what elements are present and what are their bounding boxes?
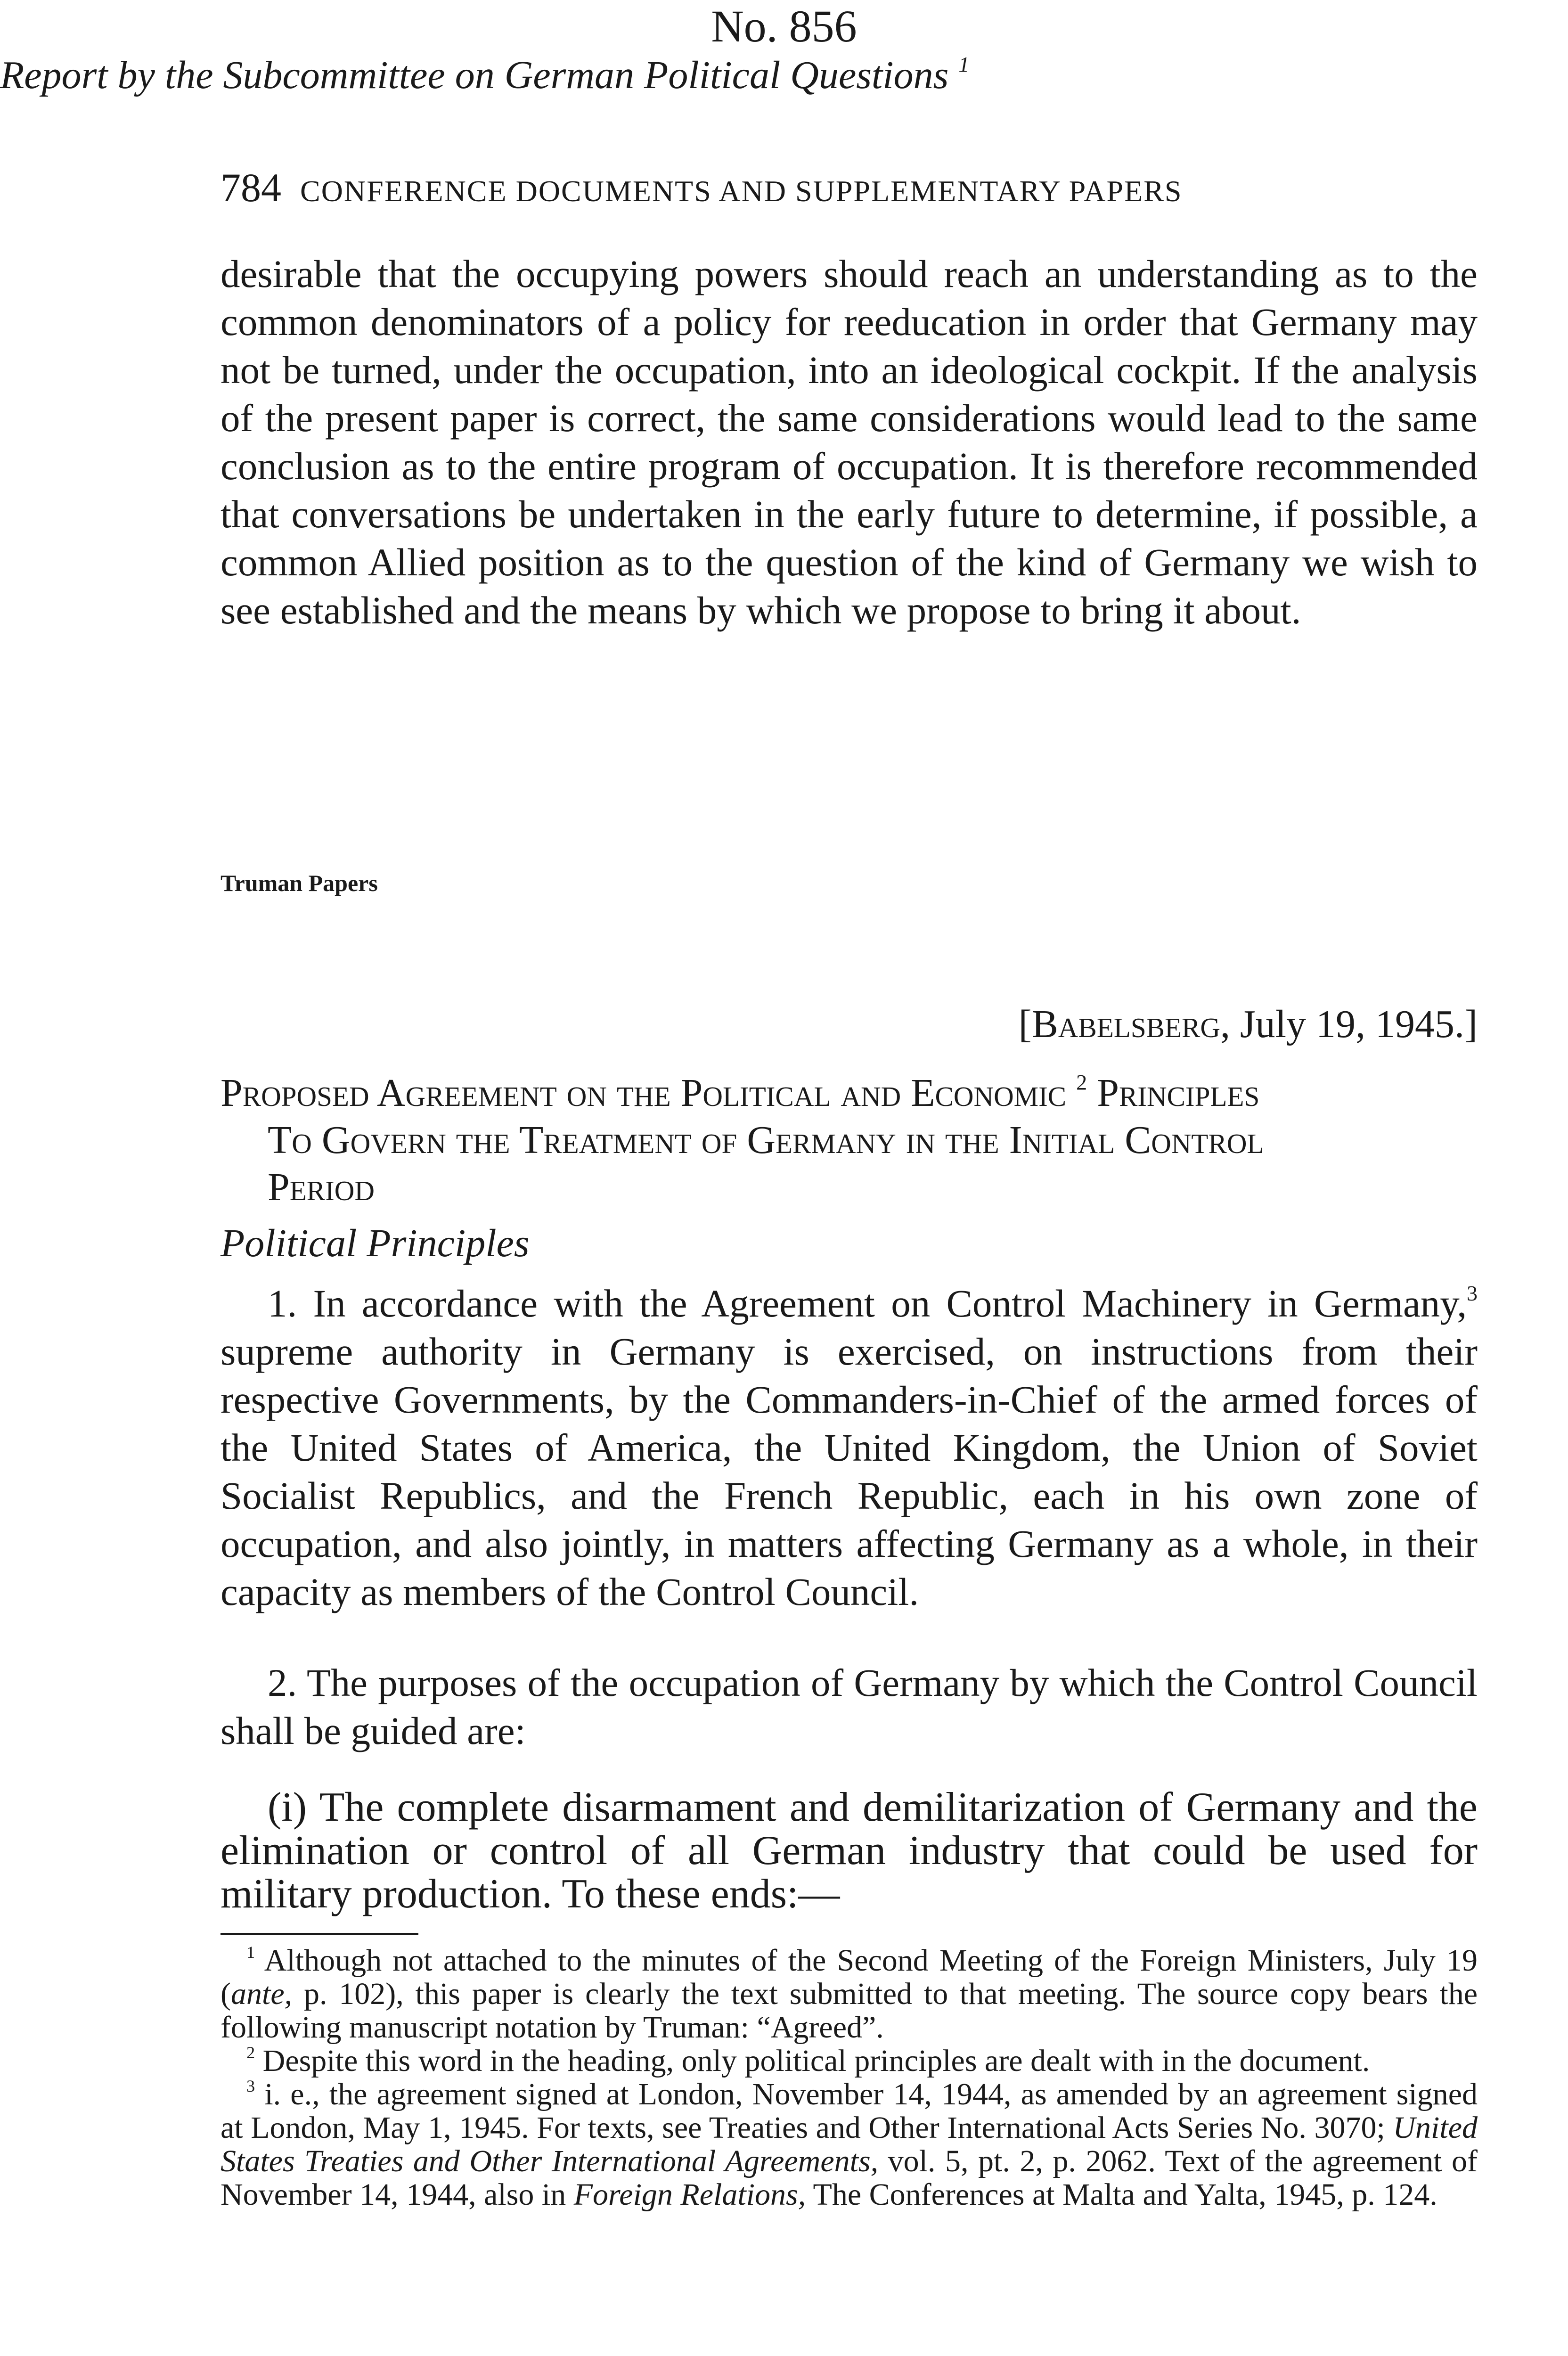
footnote-text: Foreign Relations,: [573, 2177, 806, 2212]
document-heading: [220, 1070, 1478, 1211]
footnote-text: vol. 5, pt. 2, p. 2062. Text of the agreement of November 14, 1944, also in: [220, 2144, 1478, 2212]
footnote-text: i. e., the agreement signed at London, November 14, 1944, as amended by an agreement signed at London, May 1, 1945. For texts, see Treaties and Other International Acts Series No. 3070;: [220, 2077, 1478, 2145]
heading-line2: To Govern the Treatment of Germany in the Initial Control: [268, 1118, 1264, 1162]
paragraph-2-text: The purposes of the occupation of Germany by which the Control Council shall be guided are:: [220, 1661, 1478, 1752]
footnote: [220, 1944, 1478, 2044]
dateline-close: ]: [1464, 1002, 1478, 1046]
footnote: [220, 2078, 1478, 2211]
document-number: No. 856: [711, 1, 857, 51]
footnote-marker: 2: [246, 2043, 255, 2062]
subparagraph-i: [220, 1786, 1478, 1916]
footnote-divider: [220, 1933, 418, 1935]
paragraph-1-text-b: supreme authority in Germany is exercised, on instructions from their respective Governments, by the Commanders-in-Chief of the armed forces of the United States of America, the United Kingdom, the Union of Soviet Socialist Republics, and the French Republic, each in his own zone of occupation, and also jointly, in matters affecting Germany as a whole, in their capacity as members of the Control Council.: [220, 1330, 1478, 1613]
paragraph-2-number: 2.: [268, 1661, 297, 1704]
footnote-marker: 3: [246, 2076, 255, 2095]
footnote-text: Despite this word in the heading, only political principles are dealt with in the document.: [262, 2044, 1370, 2078]
dateline-open: [: [1018, 1002, 1032, 1046]
footnote-marker: 1: [246, 1942, 255, 1962]
page-number: 784: [220, 165, 281, 210]
footnote-text: Although not attached to the minutes of the Second Meeting of the Foreign Ministers, July 19 (: [220, 1943, 1478, 2011]
subparagraph-i-text: The complete disarmament and demilitarization of Germany and the elimination or control of all German industry that could be used for military production. To these ends:—: [220, 1784, 1478, 1917]
paragraph-1-number: 1.: [268, 1282, 297, 1325]
dateline-place: Babelsberg,: [1031, 1002, 1230, 1046]
footnote-text: p. 102), this paper is clearly the text submitted to that meeting. The source copy bears the following manuscript notation by Truman: “Agreed”.: [220, 1977, 1478, 2045]
paragraph-2: [220, 1659, 1478, 1755]
footnote-text: United States Treaties and Other International Agreements,: [220, 2111, 1478, 2178]
footnote-ref-1: 1: [958, 52, 970, 77]
heading-line3: Period: [268, 1165, 375, 1209]
paragraph-1: [220, 1279, 1478, 1616]
running-head: [220, 164, 1478, 216]
dateline: [220, 1001, 1478, 1047]
subparagraph-i-label: (i): [268, 1784, 307, 1830]
report-title-text: Report by the Subcommittee on German Political Questions: [0, 53, 949, 97]
footnote-ref-2: 2: [1076, 1070, 1087, 1095]
section-title: Political Principles: [220, 1221, 530, 1265]
paragraph-1-text-a: In accordance with the Agreement on Control Machinery in Germany,: [313, 1282, 1467, 1325]
footnote: [220, 2044, 1478, 2078]
heading-part1: Proposed Agreement on the Political and Economic: [220, 1071, 1067, 1115]
footnotes: [220, 1944, 1478, 2211]
continuation-paragraph: desirable that the occupying powers should reach an understanding as to the common denominators of a policy for reeducation in order that Germany may not be turned, under the occupation, into an ideological cockpit. If the analysis of the present paper is correct, the same considerations would lead to the same conclusion as to the entire program of occupation. It is therefore recommended that conversations be undertaken in the early future to determine, if possible, a common Allied position as to the question of the kind of Germany we wish to see established and the means by which we propose to bring it about.: [220, 252, 1478, 632]
running-head-title: CONFERENCE DOCUMENTS AND SUPPLEMENTARY PAPERS: [300, 174, 1183, 208]
dateline-date: July 19, 1945.: [1240, 1002, 1465, 1046]
heading-part2: Principles: [1097, 1071, 1260, 1115]
footnote-text: The Conferences at Malta and Yalta, 1945, p. 124.: [806, 2177, 1437, 2212]
footnote-ref-3: 3: [1467, 1281, 1478, 1305]
source-label: Truman Papers: [220, 870, 378, 896]
footnote-text: ante,: [230, 1977, 293, 2011]
report-title: [0, 52, 1131, 98]
